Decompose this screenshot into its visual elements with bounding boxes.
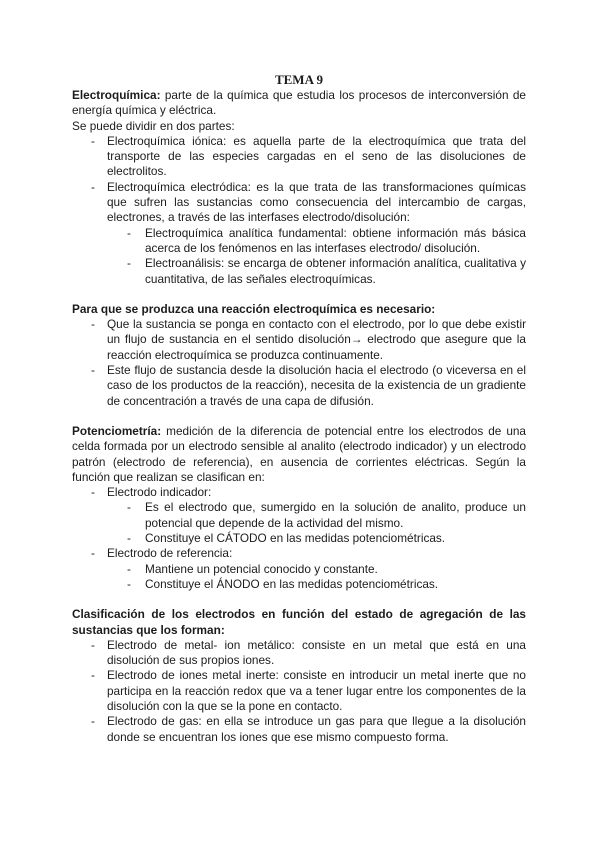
potentiometry-definition [72, 424, 526, 485]
list-item: - Electrodo de metal- ion metálico: consiste en un metal que está en una disolución de sus propios iones. [72, 638, 526, 669]
list-item-electroanalysis: - Electroanálisis: se encarga de obtener información analítica, cualitativa y cuantitativa, de las señales electroquímicas. [107, 256, 526, 287]
list-item: - Mantiene un potencial conocido y constante. [107, 562, 526, 577]
list-item-reference [72, 546, 526, 592]
list-item: - Electrodo de iones metal inerte: consiste en introducir un metal inerte que no participa en la reacción redox que va a tener lugar entre los componentes de la disolución con la que se la pone en contacto. [72, 668, 526, 714]
list-item: - Electrodo de gas: en ella se introduce un gas para que llegue a la disolución donde se encuentran los iones que ese mismo compuesto forma. [72, 714, 526, 745]
indicator-label: Electrodo indicador: [107, 485, 212, 500]
list-item-analytical: - Electroquímica analítica fundamental: obtiene información más básica acerca de los fenómenos en las interfases electrodo/ disolución. [107, 226, 526, 257]
list-item: - Es el electrodo que, sumergido en la solución de analito, produce un potencial que depende de la actividad del mismo. [107, 500, 526, 531]
indicator-points-list [107, 500, 526, 546]
list-item: - Este flujo de sustancia desde la disolución hacia el electrodo (o viceversa en el caso de los productos de la reacción), necesita de la existencia de un gradiente de concentración a través de una capa de difusión. [72, 363, 526, 409]
divide-intro: Se puede dividir en dos partes: [72, 118, 235, 133]
reference-points-list [107, 562, 526, 593]
page-title: TEMA 9 [274, 72, 324, 87]
reaction-conditions-list [72, 317, 526, 409]
potentiometry-term: Potenciometría: [72, 423, 162, 438]
classification-heading: Clasificación de los electrodos en función del estado de agregación de las sustancias que los forman: [72, 607, 526, 637]
list-item-ionic: - Electroquímica iónica: es aquella parte de la electroquímica que trata del transporte de las especies cargadas en el seno de las disoluciones de electrolitos. [72, 134, 526, 180]
electrodic-subparts-list [107, 226, 526, 287]
document-page [72, 72, 526, 745]
classification-list [72, 638, 526, 745]
list-item: - Constituye el ÁNODO en las medidas potenciométricas. [107, 577, 526, 592]
electrochemistry-definition [72, 88, 526, 119]
electrodic-text: Electroquímica electródica: es la que trata de las transformaciones químicas que sufren las sustancias como consecuencia del intercambio de cargas, electrones, a través de las interfases electrodo/disolución: [107, 179, 526, 225]
list-item: - Que la sustancia se ponga en contacto con el electrodo, por lo que debe existir un flujo de sustancia en el sentido disolución→ electrodo que asegure que la reacción electroquímica se produzca continuamente. [72, 317, 526, 363]
electrode-types-list [72, 485, 526, 592]
list-item: - Constituye el CÁTODO en las medidas potenciométricas. [107, 531, 526, 546]
list-item-indicator [72, 485, 526, 546]
reference-label: Electrodo de referencia: [107, 546, 233, 561]
list-item-electrodic [72, 180, 526, 287]
potentiometry-text: medición de la diferencia de potencial entre los electrodos de una celda formada por un electrodo sensible al analito (electrodo indicador) y un electrodo patrón (electrodo de referencia), en ausencia de corrientes eléctricas. Según la función que realizan se clasifican en: [72, 423, 526, 484]
reaction-heading: Para que se produzca una reacción electroquímica es necesario: [72, 301, 436, 316]
electrochemistry-parts-list [72, 134, 526, 287]
electrochemistry-term: Electroquímica: [72, 88, 161, 102]
electrochemistry-text: parte de la química que estudia los procesos de interconversión de energía química y eléctrica. [72, 88, 526, 118]
